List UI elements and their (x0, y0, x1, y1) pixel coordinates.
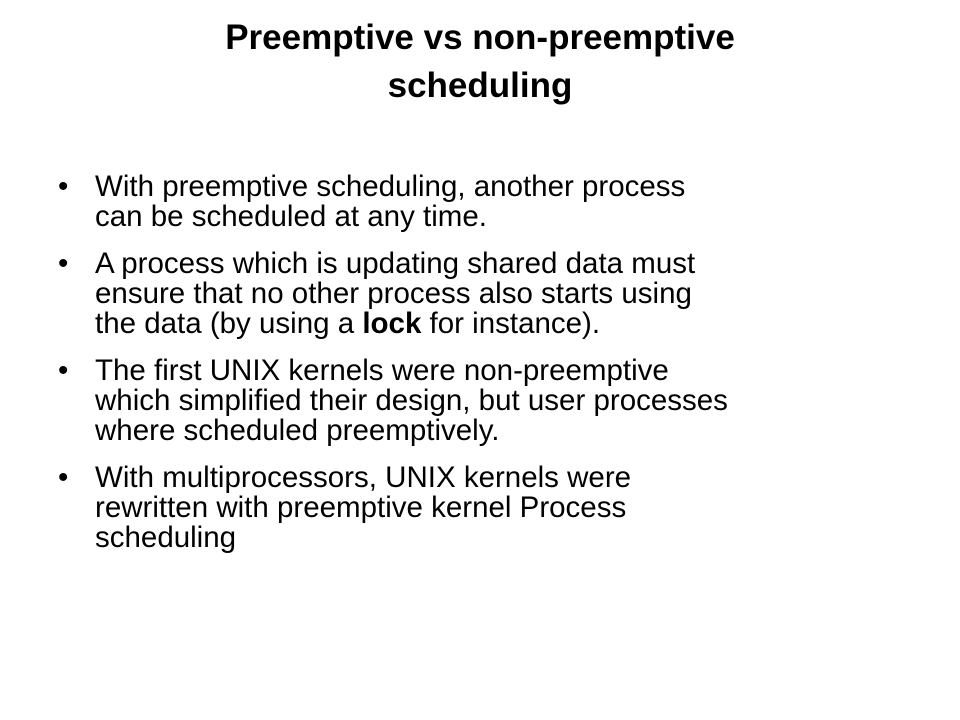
bullet-marker: • (58, 461, 69, 494)
text-run: ensure that no other process also starts using (95, 277, 692, 310)
text-run: With preemptive scheduling, another process (95, 170, 686, 203)
text-run: where scheduled preemptively. (95, 414, 500, 447)
bullet-line (95, 463, 938, 493)
bullet-line (95, 172, 938, 202)
emphasized-term: lock (362, 307, 422, 340)
bullet-list (58, 172, 938, 570)
slide-title (0, 14, 960, 110)
bullet-marker: • (58, 354, 69, 387)
bullet-marker: • (58, 170, 69, 203)
bullet-item-1 (58, 172, 938, 232)
text-run: for instance). (421, 307, 601, 340)
title-line-2: scheduling (387, 66, 573, 105)
bullet-line (95, 202, 938, 232)
bullet-line (95, 416, 938, 446)
bullet-line (95, 386, 938, 416)
bullet-text (95, 249, 938, 339)
text-run: With multiprocessors, UNIX kernels were (95, 461, 632, 494)
bullet-text (95, 463, 938, 553)
bullet-line (95, 309, 938, 339)
bullet-line (95, 279, 938, 309)
text-run: rewritten with preemptive kernel Process (95, 491, 627, 524)
bullet-item-2 (58, 249, 938, 339)
text-run: The first UNIX kernels were non-preemptive (95, 354, 669, 387)
bullet-line (95, 523, 938, 553)
bullet-text (95, 172, 938, 232)
text-run: scheduling (95, 521, 237, 554)
bullet-item-4 (58, 463, 938, 553)
bullet-item-3 (58, 356, 938, 446)
bullet-marker: • (58, 247, 69, 280)
text-run: A process which is updating shared data must (95, 247, 696, 280)
text-run: which simplified their design, but user processes (95, 384, 728, 417)
bullet-line (95, 493, 938, 523)
text-run: can be scheduled at any time. (95, 200, 487, 233)
bullet-line (95, 356, 938, 386)
bullet-line (95, 249, 938, 279)
bullet-text (95, 356, 938, 446)
text-run: the data (by using a (95, 307, 363, 340)
title-line-1: Preemptive vs non-preemptive (225, 18, 735, 57)
